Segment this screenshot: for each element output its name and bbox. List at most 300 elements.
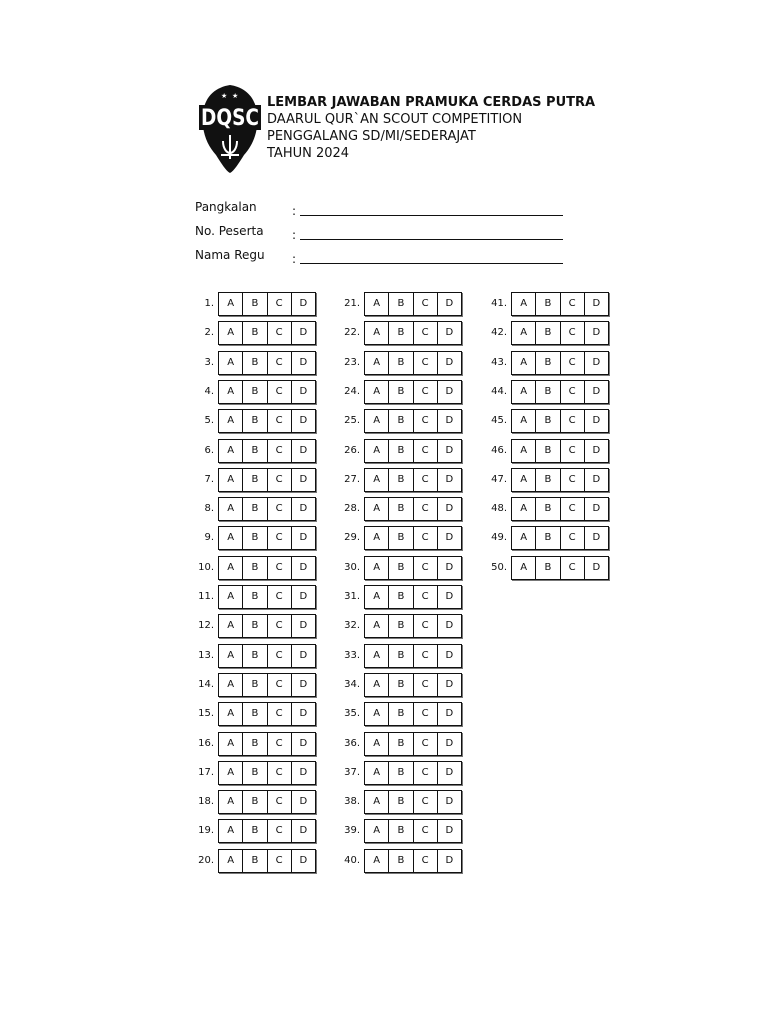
answer-options bbox=[218, 468, 316, 492]
question-number: 29. bbox=[344, 532, 360, 544]
answer-options bbox=[218, 351, 316, 375]
question-number: 44. bbox=[491, 385, 507, 397]
option-c[interactable]: C bbox=[561, 381, 585, 403]
option-a[interactable]: A bbox=[512, 293, 536, 315]
question-number: 25. bbox=[344, 415, 360, 427]
option-c[interactable]: C bbox=[414, 615, 438, 637]
option-b[interactable]: B bbox=[389, 586, 413, 608]
question-number: 47. bbox=[491, 473, 507, 485]
svg-text:★: ★ bbox=[221, 92, 228, 100]
option-a[interactable]: A bbox=[219, 557, 243, 579]
option-a[interactable]: A bbox=[219, 733, 243, 755]
option-a[interactable]: A bbox=[512, 352, 536, 374]
option-c[interactable]: C bbox=[268, 527, 292, 549]
option-d[interactable]: D bbox=[445, 356, 454, 368]
option-b[interactable]: B bbox=[536, 352, 560, 374]
option-c[interactable]: C bbox=[561, 410, 585, 432]
option-a[interactable]: A bbox=[219, 410, 243, 432]
option-b[interactable]: B bbox=[389, 352, 413, 374]
option-c[interactable]: C bbox=[561, 352, 585, 374]
option-c[interactable]: C bbox=[268, 674, 292, 696]
option-c[interactable]: C bbox=[268, 440, 292, 462]
option-c[interactable]: C bbox=[414, 791, 438, 813]
answer-options bbox=[218, 585, 316, 609]
option-b[interactable]: B bbox=[243, 733, 267, 755]
question-number: 49. bbox=[491, 532, 507, 544]
option-d[interactable]: D bbox=[299, 561, 308, 573]
option-a[interactable]: A bbox=[219, 703, 243, 725]
question-number: 2. bbox=[204, 327, 214, 339]
field-label: Nama Regu bbox=[195, 248, 265, 262]
option-d[interactable]: D bbox=[299, 825, 308, 837]
answer-options bbox=[364, 790, 462, 814]
option-c[interactable]: C bbox=[268, 820, 292, 842]
option-a[interactable]: A bbox=[219, 293, 243, 315]
option-a[interactable]: A bbox=[365, 645, 389, 667]
option-a[interactable]: A bbox=[219, 586, 243, 608]
option-b[interactable]: B bbox=[243, 703, 267, 725]
option-d[interactable]: D bbox=[299, 385, 308, 397]
answer-options bbox=[364, 526, 462, 550]
option-d[interactable]: D bbox=[299, 444, 308, 456]
option-b[interactable]: B bbox=[243, 586, 267, 608]
option-c[interactable]: C bbox=[268, 791, 292, 813]
field-no-peserta bbox=[195, 223, 575, 247]
question-number: 30. bbox=[344, 561, 360, 573]
pangkalan-write-line[interactable] bbox=[300, 215, 563, 216]
option-b[interactable]: B bbox=[536, 381, 560, 403]
question-number: 24. bbox=[344, 385, 360, 397]
option-d[interactable]: D bbox=[592, 561, 601, 573]
option-d[interactable]: D bbox=[299, 356, 308, 368]
option-a[interactable]: A bbox=[365, 293, 389, 315]
question-number: 17. bbox=[198, 766, 214, 778]
option-b[interactable]: B bbox=[243, 557, 267, 579]
option-a[interactable]: A bbox=[512, 440, 536, 462]
answer-options bbox=[364, 380, 462, 404]
option-b[interactable]: B bbox=[536, 557, 560, 579]
level-name: PENGGALANG SD/MI/SEDERAJAT bbox=[267, 129, 476, 144]
question-number: 46. bbox=[491, 444, 507, 456]
option-c[interactable]: C bbox=[268, 381, 292, 403]
option-d[interactable]: D bbox=[299, 737, 308, 749]
answer-options bbox=[218, 497, 316, 521]
question-number: 8. bbox=[204, 503, 214, 515]
option-b[interactable]: B bbox=[389, 293, 413, 315]
field-pangkalan bbox=[195, 199, 575, 223]
answer-options bbox=[218, 409, 316, 433]
option-c[interactable]: C bbox=[561, 498, 585, 520]
option-a[interactable]: A bbox=[219, 527, 243, 549]
option-c[interactable]: C bbox=[414, 820, 438, 842]
option-d[interactable]: D bbox=[445, 766, 454, 778]
option-d[interactable]: D bbox=[445, 503, 454, 515]
field-label: No. Peserta bbox=[195, 224, 264, 238]
option-a[interactable]: A bbox=[512, 498, 536, 520]
option-a[interactable]: A bbox=[365, 615, 389, 637]
option-b[interactable]: B bbox=[243, 820, 267, 842]
option-c[interactable]: C bbox=[561, 440, 585, 462]
question-number: 18. bbox=[198, 796, 214, 808]
option-d[interactable]: D bbox=[445, 796, 454, 808]
question-number: 27. bbox=[344, 473, 360, 485]
answer-options bbox=[364, 761, 462, 785]
option-c[interactable]: C bbox=[414, 498, 438, 520]
option-d[interactable]: D bbox=[445, 327, 454, 339]
option-a[interactable]: A bbox=[365, 527, 389, 549]
option-c[interactable]: C bbox=[268, 469, 292, 491]
answer-options bbox=[364, 292, 462, 316]
option-b[interactable]: B bbox=[389, 440, 413, 462]
option-c[interactable]: C bbox=[268, 557, 292, 579]
header bbox=[267, 94, 595, 162]
option-c[interactable]: C bbox=[414, 703, 438, 725]
option-d[interactable]: D bbox=[299, 591, 308, 602]
option-c[interactable]: C bbox=[268, 586, 292, 608]
question-number: 48. bbox=[491, 503, 507, 515]
option-d[interactable]: D bbox=[445, 854, 454, 866]
svg-text:★: ★ bbox=[232, 92, 239, 100]
option-b[interactable]: B bbox=[243, 850, 267, 872]
option-c[interactable]: C bbox=[561, 557, 585, 579]
option-b[interactable]: B bbox=[243, 469, 267, 491]
answer-options bbox=[511, 292, 609, 316]
answer-options bbox=[218, 614, 316, 638]
answer-options bbox=[364, 702, 462, 726]
option-a[interactable]: A bbox=[219, 615, 243, 637]
question-number: 1. bbox=[204, 298, 214, 309]
answer-options bbox=[364, 468, 462, 492]
option-b[interactable]: B bbox=[389, 410, 413, 432]
option-b[interactable]: B bbox=[243, 293, 267, 315]
question-number: 43. bbox=[491, 356, 507, 368]
option-d[interactable]: D bbox=[299, 532, 308, 544]
option-b[interactable]: B bbox=[536, 322, 560, 344]
option-c[interactable]: C bbox=[561, 322, 585, 344]
option-b[interactable]: B bbox=[243, 645, 267, 667]
answer-options bbox=[511, 439, 609, 463]
option-a[interactable]: A bbox=[219, 352, 243, 374]
answer-options bbox=[364, 819, 462, 843]
option-b[interactable]: B bbox=[389, 498, 413, 520]
answer-options bbox=[364, 556, 462, 580]
option-a[interactable]: A bbox=[219, 791, 243, 813]
question-number: 19. bbox=[198, 825, 214, 837]
option-c[interactable]: C bbox=[414, 733, 438, 755]
option-c[interactable]: C bbox=[268, 733, 292, 755]
option-a[interactable]: A bbox=[365, 820, 389, 842]
option-b[interactable]: B bbox=[243, 410, 267, 432]
answer-options bbox=[364, 673, 462, 697]
answer-options bbox=[364, 321, 462, 345]
question-number: 33. bbox=[344, 649, 360, 661]
option-d[interactable]: D bbox=[299, 796, 308, 808]
answer-options bbox=[511, 409, 609, 433]
option-b[interactable]: B bbox=[243, 527, 267, 549]
answer-options bbox=[511, 321, 609, 345]
option-c[interactable]: C bbox=[268, 703, 292, 725]
option-d[interactable]: D bbox=[445, 385, 454, 397]
option-c[interactable]: C bbox=[268, 293, 292, 315]
option-d[interactable]: D bbox=[592, 503, 601, 515]
option-c[interactable]: C bbox=[414, 527, 438, 549]
option-b[interactable]: B bbox=[536, 410, 560, 432]
option-d[interactable]: D bbox=[592, 415, 601, 427]
field-colon: : bbox=[292, 252, 297, 266]
option-b[interactable]: B bbox=[389, 322, 413, 344]
question-number: 10. bbox=[198, 561, 214, 573]
answer-options bbox=[511, 468, 609, 492]
option-c[interactable]: C bbox=[414, 410, 438, 432]
answer-options bbox=[218, 761, 316, 785]
field-nama-regu bbox=[195, 247, 575, 271]
option-b[interactable]: B bbox=[389, 733, 413, 755]
option-b[interactable]: B bbox=[536, 527, 560, 549]
option-a[interactable]: A bbox=[512, 469, 536, 491]
option-d[interactable]: D bbox=[299, 708, 308, 720]
answer-options bbox=[511, 526, 609, 550]
nama-regu-write-line[interactable] bbox=[300, 263, 563, 264]
option-c[interactable]: C bbox=[414, 440, 438, 462]
option-a[interactable]: A bbox=[365, 469, 389, 491]
answer-options bbox=[218, 292, 316, 316]
option-d[interactable]: D bbox=[445, 591, 454, 602]
option-b[interactable]: B bbox=[243, 498, 267, 520]
answer-options bbox=[511, 556, 609, 580]
question-number: 23. bbox=[344, 356, 360, 368]
option-c[interactable]: C bbox=[414, 557, 438, 579]
option-a[interactable]: A bbox=[219, 762, 243, 784]
option-b[interactable]: B bbox=[536, 498, 560, 520]
option-c[interactable]: C bbox=[414, 586, 438, 608]
option-a[interactable]: A bbox=[512, 322, 536, 344]
option-d[interactable]: D bbox=[299, 503, 308, 515]
option-d[interactable]: D bbox=[445, 444, 454, 456]
question-number: 28. bbox=[344, 503, 360, 515]
option-d[interactable]: D bbox=[299, 298, 308, 309]
option-d[interactable]: D bbox=[592, 532, 601, 544]
option-d[interactable]: D bbox=[445, 708, 454, 720]
option-d[interactable]: D bbox=[445, 532, 454, 544]
field-colon: : bbox=[292, 204, 297, 218]
option-c[interactable]: C bbox=[268, 762, 292, 784]
question-number: 20. bbox=[198, 854, 214, 866]
option-b[interactable]: B bbox=[389, 645, 413, 667]
question-number: 40. bbox=[344, 854, 360, 866]
option-a[interactable]: A bbox=[365, 352, 389, 374]
answer-options bbox=[511, 380, 609, 404]
option-b[interactable]: B bbox=[389, 820, 413, 842]
question-number: 15. bbox=[198, 708, 214, 720]
option-a[interactable]: A bbox=[219, 820, 243, 842]
answer-options bbox=[218, 321, 316, 345]
option-c[interactable]: C bbox=[268, 615, 292, 637]
answer-options bbox=[364, 849, 462, 873]
option-b[interactable]: B bbox=[536, 293, 560, 315]
option-a[interactable]: A bbox=[219, 645, 243, 667]
option-b[interactable]: B bbox=[243, 615, 267, 637]
option-a[interactable]: A bbox=[219, 850, 243, 872]
question-number: 32. bbox=[344, 620, 360, 632]
question-number: 13. bbox=[198, 649, 214, 661]
answer-options bbox=[218, 644, 316, 668]
option-b[interactable]: B bbox=[536, 440, 560, 462]
option-a[interactable]: A bbox=[219, 322, 243, 344]
option-a[interactable]: A bbox=[365, 322, 389, 344]
option-a[interactable]: A bbox=[512, 410, 536, 432]
answer-options bbox=[218, 849, 316, 873]
option-d[interactable]: D bbox=[592, 298, 601, 309]
answer-options bbox=[218, 819, 316, 843]
option-c[interactable]: C bbox=[561, 527, 585, 549]
option-d[interactable]: D bbox=[445, 825, 454, 837]
question-number: 36. bbox=[344, 737, 360, 749]
option-c[interactable]: C bbox=[414, 352, 438, 374]
option-b[interactable]: B bbox=[243, 791, 267, 813]
question-number: 22. bbox=[344, 327, 360, 339]
option-d[interactable]: D bbox=[299, 766, 308, 778]
option-d[interactable]: D bbox=[445, 473, 454, 485]
option-d[interactable]: D bbox=[299, 327, 308, 339]
option-b[interactable]: B bbox=[243, 352, 267, 374]
option-d[interactable]: D bbox=[445, 737, 454, 749]
option-c[interactable]: C bbox=[414, 381, 438, 403]
question-number: 6. bbox=[204, 444, 214, 456]
answer-options bbox=[364, 497, 462, 521]
sheet-title: LEMBAR JAWABAN PRAMUKA CERDAS PUTRA bbox=[267, 95, 596, 110]
option-c[interactable]: C bbox=[268, 322, 292, 344]
answer-options bbox=[364, 585, 462, 609]
option-c[interactable]: C bbox=[268, 410, 292, 432]
option-b[interactable]: B bbox=[389, 674, 413, 696]
dqsc-logo bbox=[199, 83, 261, 175]
option-d[interactable]: D bbox=[299, 649, 308, 661]
option-d[interactable]: D bbox=[299, 854, 308, 866]
option-c[interactable]: C bbox=[268, 645, 292, 667]
question-number: 7. bbox=[204, 473, 214, 485]
option-d[interactable]: D bbox=[445, 649, 454, 661]
option-b[interactable]: B bbox=[243, 762, 267, 784]
participant-fields bbox=[195, 199, 575, 271]
option-a[interactable]: A bbox=[219, 469, 243, 491]
option-b[interactable]: B bbox=[389, 703, 413, 725]
option-a[interactable]: A bbox=[512, 527, 536, 549]
option-a[interactable]: A bbox=[219, 381, 243, 403]
option-b[interactable]: B bbox=[243, 674, 267, 696]
question-number: 14. bbox=[198, 678, 214, 690]
option-d[interactable]: D bbox=[445, 620, 454, 632]
option-d[interactable]: D bbox=[592, 385, 601, 397]
option-d[interactable]: D bbox=[445, 561, 454, 573]
option-d[interactable]: D bbox=[445, 678, 454, 690]
answer-options bbox=[218, 790, 316, 814]
question-number: 34. bbox=[344, 678, 360, 690]
question-number: 12. bbox=[198, 620, 214, 632]
option-b[interactable]: B bbox=[389, 469, 413, 491]
question-number: 9. bbox=[204, 532, 214, 544]
option-b[interactable]: B bbox=[389, 381, 413, 403]
option-a[interactable]: A bbox=[219, 440, 243, 462]
option-b[interactable]: B bbox=[389, 791, 413, 813]
answer-options bbox=[511, 497, 609, 521]
option-a[interactable]: A bbox=[512, 381, 536, 403]
question-number: 50. bbox=[491, 561, 507, 573]
question-number: 5. bbox=[204, 415, 214, 427]
option-c[interactable]: C bbox=[414, 850, 438, 872]
option-a[interactable]: A bbox=[365, 791, 389, 813]
option-d[interactable]: D bbox=[592, 473, 601, 485]
option-b[interactable]: B bbox=[389, 615, 413, 637]
logo-text: DQSC bbox=[201, 106, 259, 131]
option-d[interactable]: D bbox=[445, 298, 454, 309]
option-a[interactable]: A bbox=[219, 674, 243, 696]
answer-options bbox=[218, 556, 316, 580]
option-a[interactable]: A bbox=[365, 703, 389, 725]
option-b[interactable]: B bbox=[389, 527, 413, 549]
answer-options bbox=[364, 644, 462, 668]
option-d[interactable]: D bbox=[592, 356, 601, 368]
option-c[interactable]: C bbox=[414, 469, 438, 491]
option-a[interactable]: A bbox=[365, 410, 389, 432]
option-a[interactable]: A bbox=[365, 440, 389, 462]
option-c[interactable]: C bbox=[268, 498, 292, 520]
option-a[interactable]: A bbox=[365, 674, 389, 696]
option-a[interactable]: A bbox=[512, 557, 536, 579]
option-a[interactable]: A bbox=[365, 381, 389, 403]
option-d[interactable]: D bbox=[592, 444, 601, 456]
option-d[interactable]: D bbox=[299, 678, 308, 690]
option-b[interactable]: B bbox=[536, 469, 560, 491]
option-d[interactable]: D bbox=[299, 473, 308, 485]
option-b[interactable]: B bbox=[389, 557, 413, 579]
option-a[interactable]: A bbox=[365, 498, 389, 520]
answer-options bbox=[364, 614, 462, 638]
question-number: 4. bbox=[204, 385, 214, 397]
option-d[interactable]: D bbox=[592, 327, 601, 339]
option-d[interactable]: D bbox=[299, 620, 308, 632]
option-a[interactable]: A bbox=[365, 850, 389, 872]
option-c[interactable]: C bbox=[268, 352, 292, 374]
option-a[interactable]: A bbox=[365, 586, 389, 608]
option-a[interactable]: A bbox=[365, 762, 389, 784]
option-a[interactable]: A bbox=[219, 498, 243, 520]
option-c[interactable]: C bbox=[561, 293, 585, 315]
answer-options bbox=[511, 351, 609, 375]
option-c[interactable]: C bbox=[414, 674, 438, 696]
option-a[interactable]: A bbox=[365, 557, 389, 579]
answer-options bbox=[218, 732, 316, 756]
option-b[interactable]: B bbox=[389, 850, 413, 872]
answer-options bbox=[218, 439, 316, 463]
option-c[interactable]: C bbox=[414, 762, 438, 784]
option-c[interactable]: C bbox=[414, 293, 438, 315]
option-c[interactable]: C bbox=[561, 469, 585, 491]
answer-options bbox=[364, 439, 462, 463]
option-a[interactable]: A bbox=[365, 733, 389, 755]
option-c[interactable]: C bbox=[268, 850, 292, 872]
question-number: 16. bbox=[198, 737, 214, 749]
option-d[interactable]: D bbox=[445, 415, 454, 427]
option-b[interactable]: B bbox=[243, 381, 267, 403]
option-d[interactable]: D bbox=[299, 415, 308, 427]
option-b[interactable]: B bbox=[243, 440, 267, 462]
field-label: Pangkalan bbox=[195, 200, 257, 214]
option-c[interactable]: C bbox=[414, 322, 438, 344]
option-c[interactable]: C bbox=[414, 645, 438, 667]
option-b[interactable]: B bbox=[243, 322, 267, 344]
no-peserta-write-line[interactable] bbox=[300, 239, 563, 240]
option-b[interactable]: B bbox=[389, 762, 413, 784]
